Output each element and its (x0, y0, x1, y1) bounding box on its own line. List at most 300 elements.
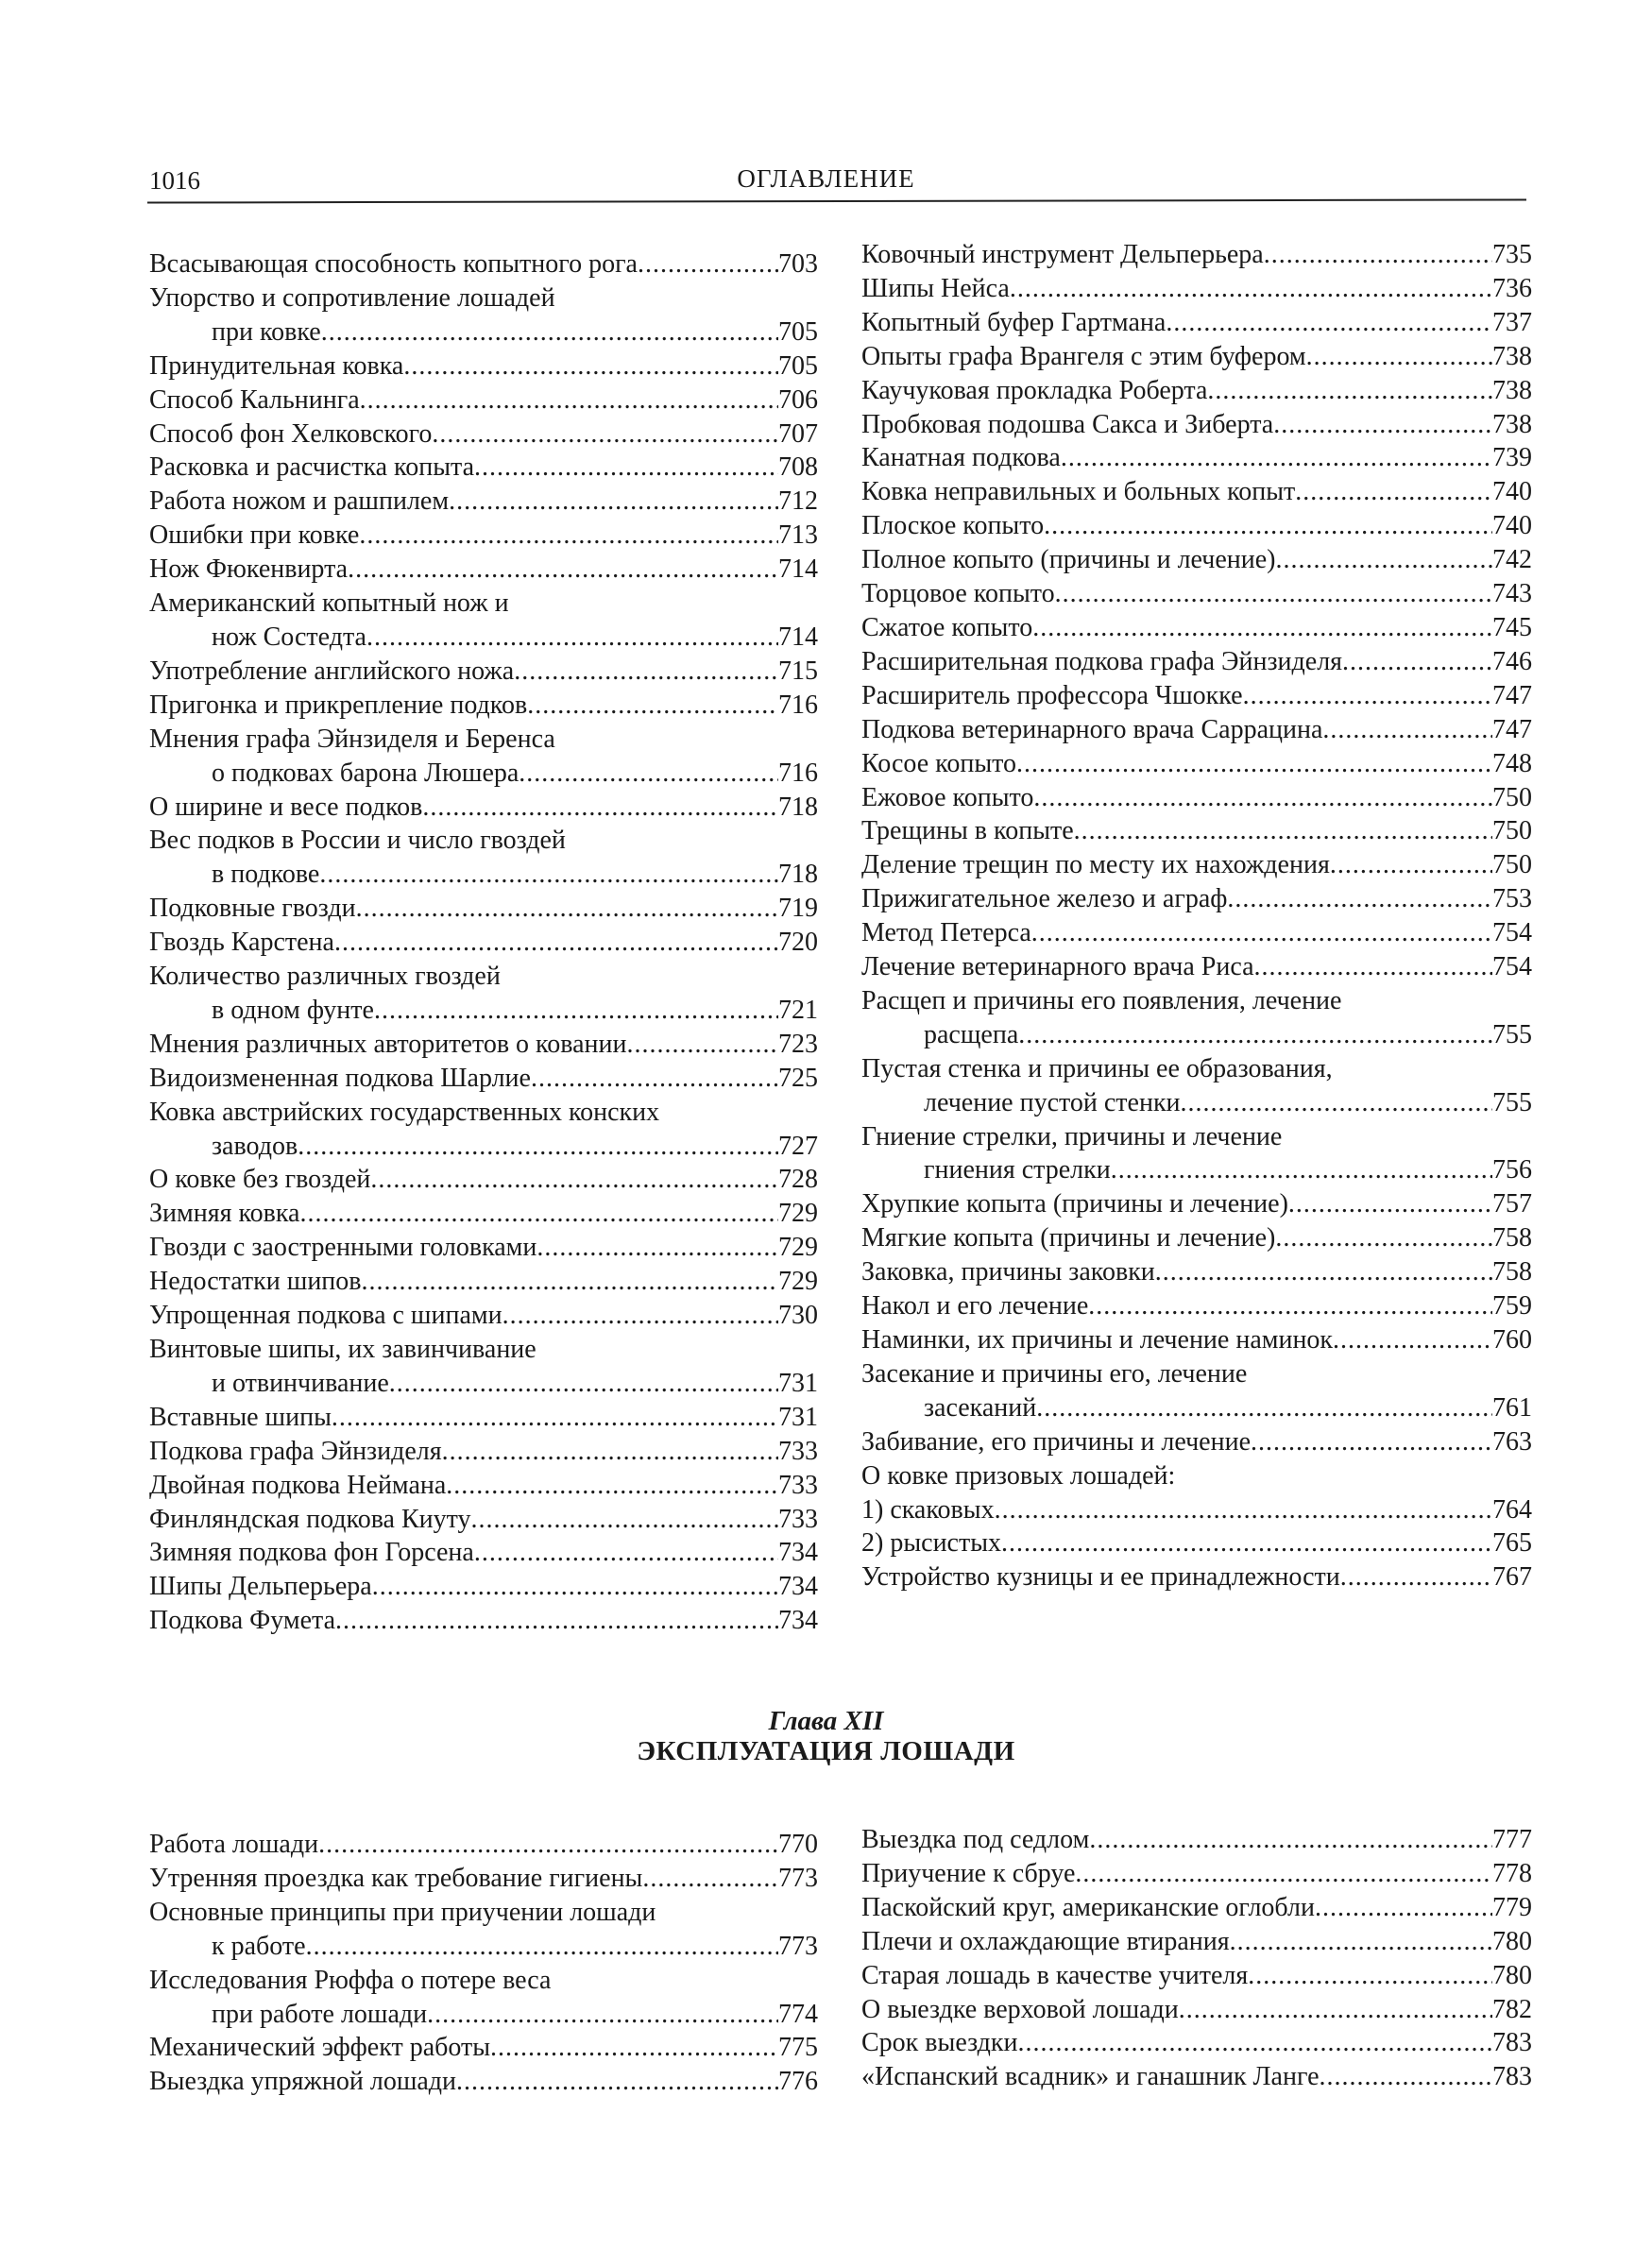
dot-leader (1273, 408, 1492, 442)
toc-entry (149, 451, 818, 485)
toc-entry-title: О ширине и весе подков (149, 792, 423, 822)
toc-page-number: 774 (778, 1999, 818, 2029)
toc-entry-line (149, 1130, 818, 1164)
toc-page-number: 716 (778, 690, 818, 720)
toc-column-right (861, 238, 1532, 1594)
toc-entry-title: Торцовое копыто (861, 579, 1055, 609)
toc-entry-line (149, 1998, 818, 2032)
toc-entry-title: Метод Петерса (861, 918, 1031, 948)
toc-page-number: 747 (1492, 714, 1532, 744)
toc-entry-title: Основные принципы при приучении лошади (149, 1897, 656, 1927)
toc-entry-title: Плоское копыто (861, 511, 1045, 541)
dot-leader (1055, 577, 1492, 611)
toc-entry-title: Лечение ветеринарного врача Риса (861, 952, 1254, 982)
toc-entry (149, 485, 818, 519)
toc-entry (149, 349, 818, 384)
toc-page-number: 714 (778, 554, 818, 585)
toc-page-number: 738 (1492, 341, 1532, 371)
toc-entry-title: Каучуковая прокладка Роберта (861, 375, 1208, 405)
toc-entry-title: Заковка, причины заковки (861, 1257, 1155, 1287)
toc-page-number: 730 (778, 1301, 818, 1331)
dot-leader (626, 1028, 778, 1062)
toc-page-number: 707 (778, 418, 818, 449)
toc-entry-title: Забивание, его причины и лечение (861, 1426, 1252, 1457)
toc-page-number: 750 (1492, 782, 1532, 812)
dot-leader (370, 1163, 778, 1197)
toc-entry-title-cont: при ковке (212, 316, 321, 347)
toc-entry (861, 2060, 1532, 2094)
toc-entry-line (149, 1896, 818, 1930)
toc-entry-title-cont: гниения стрелки (924, 1155, 1111, 1185)
dot-leader (1342, 645, 1492, 679)
dot-leader (1322, 713, 1492, 747)
toc-entry-title: Старая лошадь в качестве учителя (861, 1960, 1249, 1990)
dot-leader (1088, 1289, 1492, 1323)
toc-entry (149, 1503, 818, 1537)
toc-entry-title: Механический эффект работы (149, 2033, 491, 2063)
toc-entry-line (149, 994, 818, 1028)
dot-leader (1295, 475, 1492, 509)
toc-entry (149, 384, 818, 418)
toc-entry-title-cont: к работе (212, 1931, 306, 1961)
dot-leader (1275, 1221, 1492, 1255)
toc-entry (149, 247, 818, 281)
toc-entry (861, 1187, 1532, 1221)
toc-entry-line (149, 824, 818, 858)
toc-entry-title: Пригонка и прикрепление подков (149, 690, 528, 720)
toc-entry-title: Способ фон Хелковского (149, 418, 433, 449)
toc-entry-title-cont: в одном фунте (212, 995, 374, 1025)
dot-leader (403, 349, 778, 384)
dot-leader (1248, 1959, 1492, 1993)
toc-entry (149, 689, 818, 723)
toc-entry-title: Подкова ветеринарного врача Саррацина (861, 714, 1323, 744)
toc-page-number: 719 (778, 894, 818, 924)
toc-page-number: 758 (1492, 1257, 1532, 1287)
toc-page-number: 765 (1492, 1528, 1532, 1559)
toc-entry-title: Винтовые шипы, их завинчивание (149, 1335, 536, 1364)
dot-leader (1074, 814, 1492, 848)
chapter-label: Глава XII (768, 1706, 884, 1736)
dot-leader (306, 1930, 778, 1964)
toc-page-number: 767 (1492, 1562, 1532, 1593)
toc-entry-line (861, 1357, 1532, 1391)
toc-page-number: 755 (1492, 1087, 1532, 1117)
toc-entry-title-cont: заводов (212, 1131, 298, 1161)
toc-entry (149, 892, 818, 926)
toc-entry (149, 1536, 818, 1570)
toc-entry-title: Копытный буфер Гартмана (861, 307, 1167, 337)
dot-leader (1181, 1086, 1492, 1120)
toc-entry-title: Употребление английского ножа (149, 656, 515, 686)
toc-entry-title: Ошибки при ковке (149, 520, 360, 551)
toc-entry-title: Выездка упряжной лошади (149, 2067, 457, 2097)
toc-entry (861, 1255, 1532, 1289)
dot-leader (1111, 1153, 1492, 1187)
toc-page-number: 716 (778, 758, 818, 788)
toc-entry (149, 1828, 818, 1862)
toc-page-number: 775 (778, 2033, 818, 2063)
toc-entry-title-cont: о подковах барона Люшера (212, 758, 519, 788)
toc-entry-title: Срок выездки (861, 2028, 1018, 2058)
toc-entry-title: Мнения графа Эйнзиделя и Беренса (149, 724, 555, 754)
toc-entry-title: Ковка неправильных и больных копыт (861, 477, 1296, 507)
toc-entry (861, 916, 1532, 950)
toc-page-number: 763 (1492, 1426, 1532, 1457)
toc-entry-line (149, 757, 818, 791)
toc-page-number: 746 (1492, 646, 1532, 676)
toc-entry-title: Опыты графа Врангеля с этим буфером (861, 341, 1306, 371)
toc-page-number: 727 (778, 1131, 818, 1161)
toc-entry (861, 713, 1532, 747)
toc-entry (149, 791, 818, 825)
toc-entry-title: «Испанский всадник» и ганашник Ланге (861, 2062, 1320, 2092)
dot-leader (1264, 238, 1492, 272)
toc-entry-title: Деление трещин по месту их нахождения (861, 850, 1330, 880)
dot-leader (318, 1828, 778, 1862)
toc-entry-title: Всасывающая способность копытного рога (149, 249, 638, 279)
toc-page-number: 743 (1492, 579, 1532, 609)
toc-page-number: 712 (778, 486, 818, 517)
toc-entry-title-cont: засеканий (924, 1392, 1037, 1423)
toc-entry (861, 611, 1532, 645)
toc-entry-title: Утренняя проездка как требование гигиены (149, 1863, 643, 1893)
dot-leader (531, 1062, 778, 1096)
toc-entry-title: Вставные шипы (149, 1402, 332, 1432)
toc-entry-line (861, 1120, 1532, 1154)
toc-page-number: 708 (778, 452, 818, 483)
toc-entry-title: Гвозди с заостренными головками (149, 1233, 537, 1263)
toc-entry (861, 1323, 1532, 1357)
toc-entry-title: Работа ножом и рашпилем (149, 486, 450, 517)
toc-entry (149, 655, 818, 689)
dot-leader (359, 519, 778, 553)
dot-leader (432, 418, 778, 452)
dot-leader (374, 994, 778, 1028)
toc-entry (861, 1925, 1532, 1959)
toc-entry-line (149, 1096, 818, 1130)
toc-entry-title: Прижигательное железо и аграф (861, 884, 1228, 914)
dot-leader (1010, 272, 1492, 306)
running-header: ОГЛАВЛЕНИЕ (737, 164, 915, 193)
toc-entry-title-cont: и отвинчивание (212, 1368, 389, 1398)
dot-leader (366, 621, 778, 655)
toc-page-number: 731 (778, 1368, 818, 1398)
toc-entry-line (149, 1930, 818, 1964)
toc-entry (149, 1231, 818, 1265)
toc-page-number: 778 (1492, 1858, 1532, 1888)
dot-leader (449, 485, 778, 519)
toc-entry (861, 1959, 1532, 1993)
toc-page-number: 764 (1492, 1494, 1532, 1525)
toc-page-number: 733 (778, 1436, 818, 1466)
toc-page-number: 737 (1492, 307, 1532, 337)
toc-entry-title: Подкова графа Эйнзиделя (149, 1436, 442, 1466)
toc-entry-line (861, 1052, 1532, 1086)
dot-leader (1018, 1018, 1492, 1052)
toc-entry-title: Видоизмененная подкова Шарлие (149, 1063, 531, 1093)
toc-entry-title: О выездке верховой лошади (861, 1994, 1179, 2024)
toc-page-number: 739 (1492, 443, 1532, 473)
toc-page-number: 780 (1492, 1926, 1532, 1956)
toc-entry-title: Нож Фюкенвирта (149, 554, 349, 585)
toc-entry-title: Финляндская подкова Киуту (149, 1504, 471, 1534)
toc-entry (861, 1857, 1532, 1891)
toc-entry (861, 645, 1532, 679)
toc-entry (149, 2065, 818, 2099)
toc-entry-line (861, 1018, 1532, 1052)
toc-page-number: 721 (778, 995, 818, 1025)
toc-page-number: 779 (1492, 1892, 1532, 1922)
toc-entry-line (149, 1367, 818, 1401)
toc-entry (861, 272, 1532, 306)
toc-entry-line (861, 984, 1532, 1018)
header-rule (147, 198, 1526, 203)
toc-page-number: 760 (1492, 1325, 1532, 1355)
toc-entry (861, 374, 1532, 408)
toc-entry (149, 1028, 818, 1062)
toc-entry (861, 543, 1532, 577)
dot-leader (1017, 2026, 1492, 2060)
toc-page-number: 728 (778, 1165, 818, 1195)
dot-leader (1166, 306, 1492, 340)
toc-entry-title: Двойная подкова Неймана (149, 1470, 447, 1500)
dot-leader (456, 2065, 778, 2099)
toc-entry-title: Упорство и сопротивление лошадей (149, 282, 555, 313)
toc-entry-line (149, 1333, 818, 1367)
chapter-title: ЭКСПЛУАТАЦИЯ ЛОШАДИ (637, 1736, 1015, 1766)
toc-entry (861, 1560, 1532, 1594)
dot-leader (1036, 1391, 1492, 1425)
toc-entry (149, 1435, 818, 1469)
toc-entry-title: Зимняя ковка (149, 1199, 300, 1229)
toc-page-number: 740 (1492, 477, 1532, 507)
dot-leader (1001, 1526, 1492, 1560)
toc-entry (861, 441, 1532, 475)
dot-leader (1089, 1823, 1492, 1857)
toc-page-number: 783 (1492, 2062, 1532, 2092)
toc-page-number: 718 (778, 792, 818, 822)
dot-leader (1340, 1560, 1492, 1594)
toc-entry-title: Мягкие копыта (причины и лечение) (861, 1223, 1276, 1253)
dot-leader (1155, 1255, 1492, 1289)
toc-page-number: 759 (1492, 1291, 1532, 1321)
toc-column-left (149, 247, 818, 1638)
toc-entry (149, 418, 818, 452)
toc-entry (861, 882, 1532, 916)
toc-page-number: 761 (1492, 1392, 1532, 1423)
toc-entry-title: Вес подков в России и число гвоздей (149, 826, 566, 856)
dot-leader (474, 451, 778, 485)
dot-leader (519, 757, 778, 791)
toc-entry (149, 926, 818, 960)
toc-page-number: 738 (1492, 375, 1532, 405)
dot-leader (319, 858, 778, 892)
toc-column-right-ch12 (861, 1823, 1532, 2094)
dot-leader (1276, 543, 1493, 577)
dot-leader (1075, 1857, 1492, 1891)
toc-entry-title: Гниение стрелки, причины и лечение (861, 1121, 1283, 1151)
toc-entry-title: Упрощенная подкова с шипами (149, 1301, 502, 1331)
toc-entry (149, 1062, 818, 1096)
dot-leader (1033, 781, 1492, 815)
dot-leader (1016, 747, 1492, 781)
toc-entry-title-cont: нож Состедта (212, 622, 366, 652)
toc-entry (861, 1459, 1532, 1493)
toc-page-number: 748 (1492, 748, 1532, 778)
toc-entry (149, 1163, 818, 1197)
toc-entry-title: Работа лошади (149, 1830, 319, 1859)
toc-entry-title: Зимняя подкова фон Горсена (149, 1538, 474, 1568)
toc-page-number: 729 (778, 1233, 818, 1263)
toc-entry (861, 1425, 1532, 1459)
toc-column-left-ch12 (149, 1828, 818, 2099)
toc-entry-line (149, 281, 818, 315)
toc-entry (861, 509, 1532, 543)
toc-page-number: 720 (778, 928, 818, 958)
toc-entry-title: Засекание и причины его, лечение (861, 1358, 1248, 1389)
toc-entry-line (149, 1964, 818, 1998)
toc-entry-title: Хрупкие копыта (причины и лечение) (861, 1189, 1288, 1219)
toc-entry (149, 1604, 818, 1638)
toc-entry (861, 1526, 1532, 1560)
toc-entry-title: Ковка австрийских государственных конских (149, 1097, 660, 1127)
toc-entry-title: 2) рысистых (861, 1528, 1002, 1559)
toc-entry-title: Накол и его лечение (861, 1291, 1089, 1321)
dot-leader (299, 1197, 778, 1231)
toc-entry-title: Наминки, их причины и лечение наминок (861, 1325, 1334, 1355)
toc-entry-title: Исследования Рюффа о потере веса (149, 1965, 552, 1995)
dot-leader (298, 1130, 778, 1164)
toc-entry (149, 519, 818, 553)
toc-page-number: 754 (1492, 918, 1532, 948)
toc-entry-title: Паскойский круг, американские оглобли (861, 1892, 1315, 1922)
toc-entry-title: Американский копытный нож и (149, 588, 509, 619)
toc-entry-title: Расщеп и причины его появления, лечение (861, 985, 1342, 1015)
toc-entry (861, 781, 1532, 815)
toc-entry (149, 553, 818, 587)
toc-page-number: 747 (1492, 680, 1532, 710)
toc-entry-title: Принудительная ковка (149, 350, 404, 381)
dot-leader (1227, 882, 1492, 916)
dot-leader (514, 655, 778, 689)
toc-entry (149, 2031, 818, 2065)
dot-leader (335, 1604, 778, 1638)
toc-page-number: 755 (1492, 1019, 1532, 1049)
toc-entry-title-cont: расщепа (924, 1019, 1019, 1049)
dot-leader (474, 1536, 778, 1570)
dot-leader (1243, 679, 1492, 713)
dot-leader (1032, 611, 1492, 645)
toc-entry-title: Подкова Фумета (149, 1606, 336, 1636)
dot-leader (389, 1367, 778, 1401)
toc-entry (149, 1570, 818, 1604)
toc-entry-title: Шипы Нейса (861, 273, 1010, 303)
toc-entry (861, 577, 1532, 611)
toc-entry (861, 1221, 1532, 1255)
dot-leader (1288, 1187, 1492, 1221)
dot-leader (1320, 2060, 1492, 2094)
toc-entry (861, 1289, 1532, 1323)
toc-page-number: 757 (1492, 1189, 1532, 1219)
toc-page-number: 740 (1492, 511, 1532, 541)
toc-page-number: 718 (778, 860, 818, 890)
page-number: 1016 (149, 166, 200, 195)
dot-leader (1207, 374, 1492, 408)
toc-page-number: 733 (778, 1504, 818, 1534)
toc-page-number: 756 (1492, 1155, 1532, 1185)
dot-leader (1031, 916, 1492, 950)
toc-entry (861, 1993, 1532, 2027)
toc-page-number: 706 (778, 384, 818, 415)
toc-page-number: 780 (1492, 1960, 1532, 1990)
toc-page-number: 773 (778, 1863, 818, 1893)
toc-entry-title: Пустая стенка и причины ее образования, (861, 1053, 1333, 1083)
toc-page-number: 782 (1492, 1994, 1532, 2024)
toc-page-number: 714 (778, 622, 818, 652)
toc-entry-title: Способ Кальнинга (149, 384, 360, 415)
toc-entry-title: Сжатое копыто (861, 612, 1033, 642)
toc-entry (861, 238, 1532, 272)
toc-page-number: 754 (1492, 952, 1532, 982)
toc-entry-title: Ковочный инструмент Дельперьера (861, 240, 1264, 269)
dot-leader (372, 1570, 778, 1604)
toc-entry-title-cont: лечение пустой стенки (924, 1087, 1181, 1117)
toc-entry (149, 1197, 818, 1231)
toc-page-number: 729 (778, 1199, 818, 1229)
toc-page-number: 750 (1492, 850, 1532, 880)
toc-entry (149, 1401, 818, 1435)
toc-entry (861, 1891, 1532, 1925)
toc-entry (861, 747, 1532, 781)
toc-entry-title: Плечи и охлаждающие втирания (861, 1926, 1230, 1956)
toc-page-number: 758 (1492, 1223, 1532, 1253)
dot-leader (1330, 848, 1492, 882)
toc-entry-title: О ковке без гвоздей (149, 1165, 371, 1195)
toc-page-number: 783 (1492, 2028, 1532, 2058)
toc-entry (149, 1265, 818, 1299)
toc-entry-title: Расширитель профессора Чшокке (861, 680, 1243, 710)
toc-entry-title: Подковные гвозди (149, 894, 356, 924)
toc-page-number: 733 (778, 1470, 818, 1500)
dot-leader (334, 926, 778, 960)
toc-page-number: 734 (778, 1606, 818, 1636)
toc-entry (861, 848, 1532, 882)
toc-entry-title: Ежовое копыто (861, 782, 1034, 812)
toc-entry-line (149, 723, 818, 757)
dot-leader (362, 1265, 778, 1299)
toc-entry-line (149, 587, 818, 621)
dot-leader (1251, 1425, 1492, 1459)
toc-page-number: 745 (1492, 612, 1532, 642)
dot-leader (471, 1503, 779, 1537)
dot-leader (1333, 1323, 1492, 1357)
dot-leader (490, 2031, 778, 2065)
toc-entry-title: Шипы Дельперьера (149, 1572, 372, 1602)
toc-page-number: 731 (778, 1402, 818, 1432)
toc-entry-title: Пробковая подошва Сакса и Зиберта (861, 409, 1274, 439)
toc-entry-title: Расширительная подкова графа Эйнзиделя (861, 646, 1343, 676)
toc-entry-line (861, 1391, 1532, 1425)
toc-entry-line (149, 858, 818, 892)
toc-page-number: 705 (778, 350, 818, 381)
dot-leader (527, 689, 778, 723)
toc-entry-title: Устройство кузницы и ее принадлежности (861, 1562, 1340, 1593)
dot-leader (1179, 1993, 1492, 2027)
toc-page-number: 738 (1492, 409, 1532, 439)
toc-page-number: 777 (1492, 1825, 1532, 1854)
toc-entry-line (149, 315, 818, 349)
